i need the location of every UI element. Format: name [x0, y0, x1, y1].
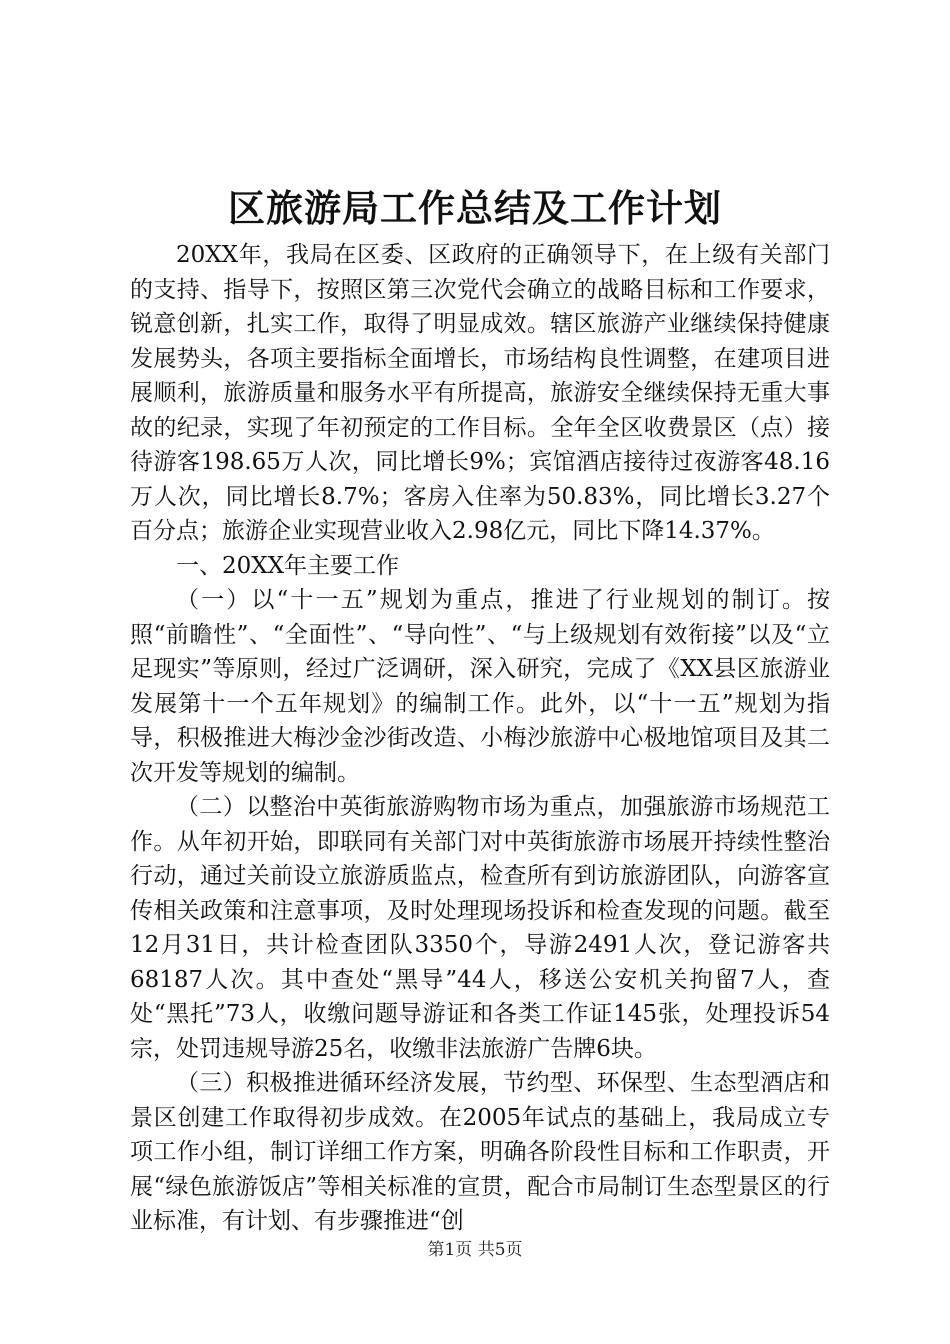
- page-footer: 第1页 共5页: [427, 1240, 523, 1260]
- paragraph-item-1: （一）以“十一五”规划为重点，推进了行业规划的制订。按照“前瞻性”、“全面性”、“导向性”、“与上级规划有效衔接”以及“立足现实”等原则，经过广泛调研，深入研究，完成了《XX县区旅游业发展第十一个五年规划》的编制工作。此外，以“十一五”规划为指导，积极推进大梅沙金沙街改造、小梅沙旅游中心极地馆项目及其二次开发等规划的编制。: [130, 587, 830, 786]
- section-heading-main-work: 一、20XX年主要工作: [176, 552, 400, 579]
- document-title: 区旅游局工作总结及工作计划: [228, 186, 722, 230]
- paragraph-intro: 20XX年，我局在区委、区政府的正确领导下，在上级有关部门的支持、指导下，按照区第三次党代会确立的战略目标和工作要求，锐意创新，扎实工作，取得了明显成效。辖区旅游产业继续保持健康发展势头，各项主要指标全面增长，市场结构良性调整，在建项目进展顺利，旅游质量和服务水平有所提高，旅游安全继续保持无重大事故的纪录，实现了年初预定的工作目标。全年全区收费景区（点）接待游客198.65万人次，同比增长9%；宾馆酒店接待过夜游客48.16万人次，同比增长8.7%；客房入住率为50.83%，同比增长3.27个百分点；旅游企业实现营业收入2.98亿元，同比下降14.37%。: [130, 242, 830, 544]
- paragraph-item-3: （三）积极推进循环经济发展，节约型、环保型、生态型酒店和景区创建工作取得初步成效。在2005年试点的基础上，我局成立专项工作小组，制订详细工作方案，明确各阶段性目标和工作职责，开展“绿色旅游饭店”等相关标准的宣贯，配合市局制订生态型景区的行业标准，有计划、有步骤推进“创: [130, 1070, 830, 1234]
- document-body: [130, 238, 830, 1239]
- paragraph-item-2: （二）以整治中英街旅游购物市场为重点，加强旅游市场规范工作。从年初开始，即联同有关部门对中英街旅游市场展开持续性整治行动，通过关前设立旅游质监点，检查所有到访旅游团队，向游客宣传相关政策和注意事项，及时处理现场投诉和检查发现的问题。截至12月31日，共计检查团队3350个，导游2491人次，登记游客共68187人次。其中查处“黑导”44人，移送公安机关拘留7人，查处“黑托”73人，收缴问题导游证和各类工作证145张，处理投诉54宗，处罚违规导游25名，收缴非法旅游广告牌6块。: [130, 794, 830, 1062]
